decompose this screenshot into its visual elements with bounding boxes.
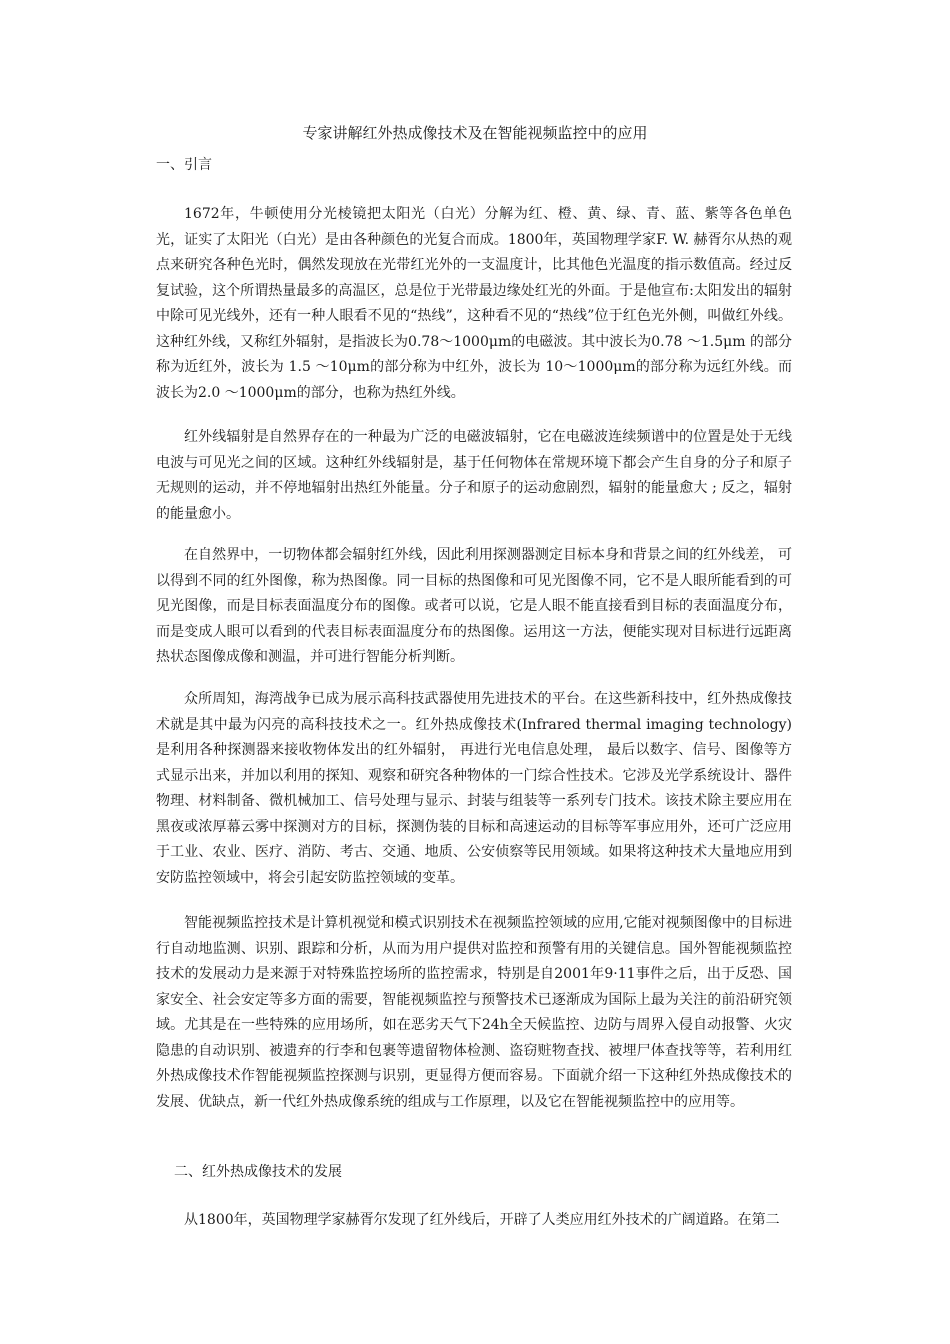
- section-heading-introduction: 一、引言: [156, 157, 212, 173]
- paragraph-thermal-imaging-technology: 众所周知，海湾战争已成为展示高科技武器使用先进技术的平台。在这些新科技中，红外热成像技术就是其中最为闪亮的高科技技术之一。红外热成像技术(Infrared thermal imaging technology)是利用各种探测器来接收物体发出的红外辐射， 再进行光电信息处理， 最后以数字、信号、图像等方式显示出来，并加以利用的探知、观察和研究各种物体的一门综合性技术。它涉及光学系统设计、器件物理、材料制备、微机械加工、信号处理与显示、封装与组装等一系列专门技术。该技术除主要应用在黑夜或浓厚幕云雾中探测对方的目标，探测伪装的目标和高速运动的目标等军事应用外，还可广泛应用于工业、农业、医疗、消防、考古、交通、地质、公安侦察等民用领域。如果将这种技术大量地应用到安防监控领域中，将会引起安防监控领域的变革。: [156, 691, 792, 886]
- paragraph-infrared-discovery: 1672年，牛顿使用分光棱镜把太阳光（白光）分解为红、橙、黄、绿、青、蓝、紫等各色单色光，证实了太阳光（白光）是由各种颜色的光复合而成。1800年，英国物理学家F. W. 赫胥尔从热的观点来研究各种色光时，偶然发现放在光带红光外的一支温度计，比其他色光温度的指示数值高。经过反复试验，这个所谓热量最多的高温区，总是位于光带最边缘处红光的外面。于是他宣布:太阳发出的辐射中除可见光线外，还有一种人眼看不见的“热线”，这种看不见的“热线”位于红色光外侧，叫做红外线。这种红外线，又称红外辐射，是指波长为0.78～1000μm的电磁波。其中波长为0.78 ～1.5μm 的部分称为近红外，波长为 1.5 ～10μm的部分称为中红外，波长为 10～1000μm的部分称为远红外线。而波长为2.0 ～1000μm的部分，也称为热红外线。: [156, 206, 792, 401]
- paragraph-development-history: 从1800年，英国物理学家赫胥尔发现了红外线后，开辟了人类应用红外技术的广阔道路。在第二: [184, 1212, 780, 1228]
- section-heading-development: 二、红外热成像技术的发展: [174, 1164, 342, 1180]
- paragraph-infrared-radiation: 红外线辐射是自然界存在的一种最为广泛的电磁波辐射，它在电磁波连续频谱中的位置是处于无线电波与可见光之间的区域。这种红外线辐射是，基于任何物体在常规环境下都会产生自身的分子和原子无规则的运动，并不停地辐射出热红外能量。分子和原子的运动愈剧烈，辐射的能量愈大 ; 反之，辐射的能量愈小。: [156, 429, 792, 522]
- document-title: 专家讲解红外热成像技术及在智能视频监控中的应用: [302, 124, 648, 142]
- paragraph-intelligent-video-surveillance: 智能视频监控技术是计算机视觉和模式识别技术在视频监控领域的应用,它能对视频图像中的目标进行自动地监测、识别、跟踪和分析，从而为用户提供对监控和预警有用的关键信息。国外智能视频监控技术的发展动力是来源于对特殊监控场所的监控需求，特别是自2001年9·11事件之后，出于反恐、国家安全、社会安定等多方面的需要，智能视频监控与预警技术已逐渐成为国际上最为关注的前沿研究领域。尤其是在一些特殊的应用场所，如在恶劣天气下24h全天候监控、边防与周界入侵自动报警、火灾隐患的自动识别、被遗弃的行李和包裹等遗留物体检测、盗窃赃物查找、被埋尸体查找等等，若利用红外热成像技术作智能视频监控探测与识别，更显得方便而容易。下面就介绍一下这种红外热成像技术的发展、优缺点，新一代红外热成像系统的组成与工作原理，以及它在智能视频监控中的应用等。: [156, 915, 792, 1110]
- paragraph-thermal-image: 在自然界中，一切物体都会辐射红外线，因此利用探测器测定目标本身和背景之间的红外线差， 可以得到不同的红外图像，称为热图像。同一目标的热图像和可见光图像不同，它不是人眼所能看到的可见光图像，而是目标表面温度分布的图像。或者可以说，它是人眼不能直接看到目标的表面温度分布，而是变成人眼可以看到的代表目标表面温度分布的热图像。运用这一方法，便能实现对目标进行远距离热状态图像成像和测温，并可进行智能分析判断。: [156, 547, 792, 665]
